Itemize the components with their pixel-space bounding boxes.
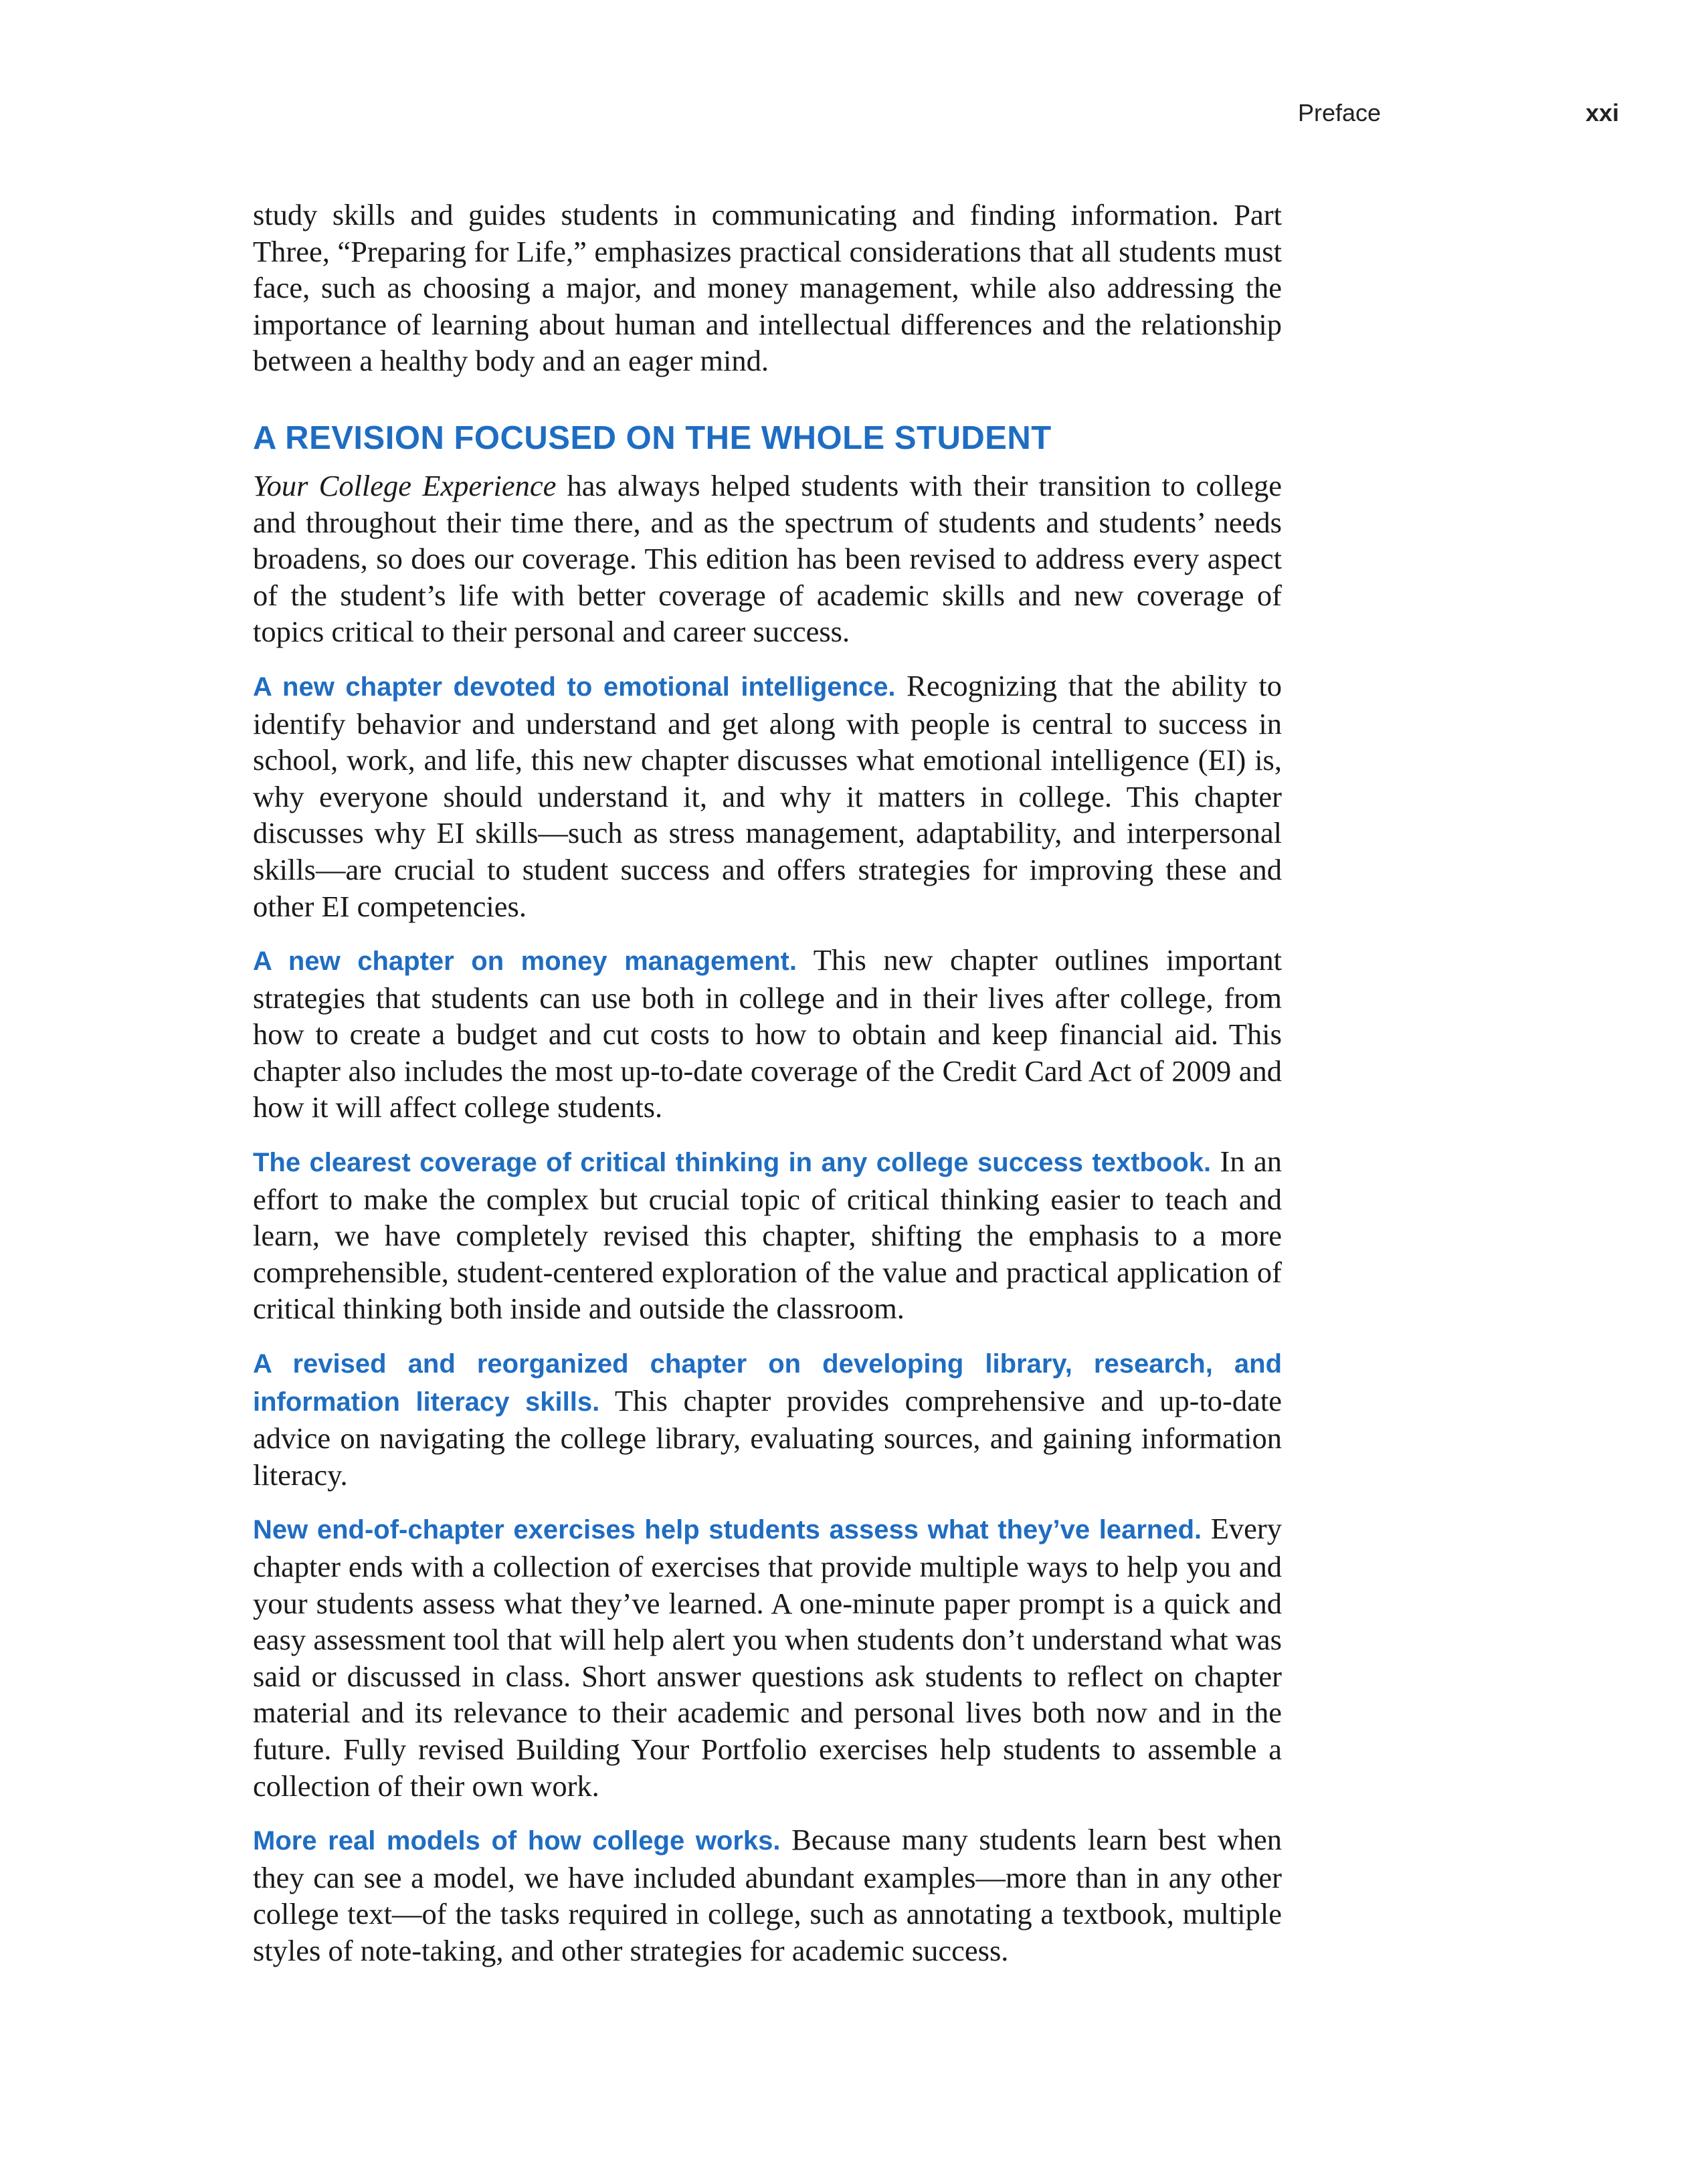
overview-paragraph	[253, 468, 1282, 650]
page-body	[253, 197, 1282, 1987]
feature-paragraph-end-of-chapter-exercises	[253, 1510, 1282, 1804]
feature-paragraph-critical-thinking	[253, 1143, 1282, 1327]
feature-text: In an effort to make the complex but crucial topic of critical thinking easier to teach and learn, we have completely revised this chapter, shifting the emphasis to a more comprehensible, student-centered exploration of the value and practical application of critical thinking both inside and outside the classroom.	[253, 1145, 1282, 1326]
feature-text: This chapter provides comprehensive and up-to-date advice on navigating the college library, evaluating sources, and gaining information literacy.	[253, 1383, 1282, 1492]
feature-text: This new chapter outlines important strategies that students can use both in college and in their lives after college, from how to create a budget and cut costs to how to obtain and keep financial aid. This chapter also includes the most up-to-date coverage of the Credit Card Act of 2009 and how it will affect college students.	[253, 943, 1282, 1124]
overview-text: has always helped students with their transition to college and throughout their time there, and as the spectrum of students and students’ needs broadens, so does our coverage. This edition has been revised to address every aspect of the student’s life with better coverage of academic skills and new coverage of topics critical to their personal and career success.	[253, 468, 1283, 649]
feature-text: Recognizing that the ability to identify behavior and understand and get along with people is central to success in school, work, and life, this new chapter discusses what emotional intelligence (EI) is, why everyone should understand it, and why it matters in college. This chapter discusses why EI skills—such as stress management, adaptability, and interpersonal skills—are crucial to student success and offers strategies for improving these and other EI competencies.	[253, 668, 1283, 923]
feature-lead: More real models of how college works.	[253, 1826, 781, 1856]
feature-paragraph-money-management	[253, 942, 1282, 1126]
running-head	[1298, 99, 1619, 132]
feature-paragraph-real-models	[253, 1821, 1282, 1969]
feature-lead: New end-of-chapter exercises help students assess what they’ve learned.	[253, 1515, 1202, 1545]
feature-lead: The clearest coverage of critical thinking in any college success textbook.	[253, 1148, 1212, 1178]
running-head-section: Preface	[1298, 99, 1382, 126]
feature-lead: A new chapter devoted to emotional intelligence.	[253, 672, 896, 702]
feature-paragraph-information-literacy	[253, 1345, 1282, 1493]
feature-paragraph-emotional-intelligence	[253, 668, 1282, 924]
feature-text: Because many students learn best when they can see a model, we have included abundant examples—more than in any other college text—of the tasks required in college, such as annotating a textbook, multiple styles of note-taking, and other strategies for academic success.	[253, 1823, 1282, 1967]
intro-paragraph: study skills and guides students in communicating and finding information. Part Three, “Preparing for Life,” emphasizes practical considerations that all students must face, such as choosing a major, and money management, while also addressing the importance of learning about human and intellectual differences and the relationship between a healthy body and an eager mind.	[253, 198, 1282, 378]
feature-lead: A revised and reorganized chapter on developing library, research, and information literacy skills.	[253, 1349, 1282, 1417]
book-title: Your College Experience	[253, 468, 557, 502]
feature-text: Every chapter ends with a collection of exercises that provide multiple ways to help you and your students assess what they’ve learned. A one-minute paper prompt is a quick and easy assessment tool that will help alert you when students don’t understand what was said or discussed in class. Short answer questions ask students to reflect on chapter material and its relevance to their academic and personal lives both now and in the future. Fully revised Building Your Portfolio exercises help students to assemble a collection of their own work.	[253, 1512, 1282, 1803]
section-heading: A REVISION FOCUSED ON THE WHOLE STUDENT	[253, 419, 1052, 456]
page-number: xxi	[1585, 99, 1619, 126]
feature-lead: A new chapter on money management.	[253, 947, 797, 977]
